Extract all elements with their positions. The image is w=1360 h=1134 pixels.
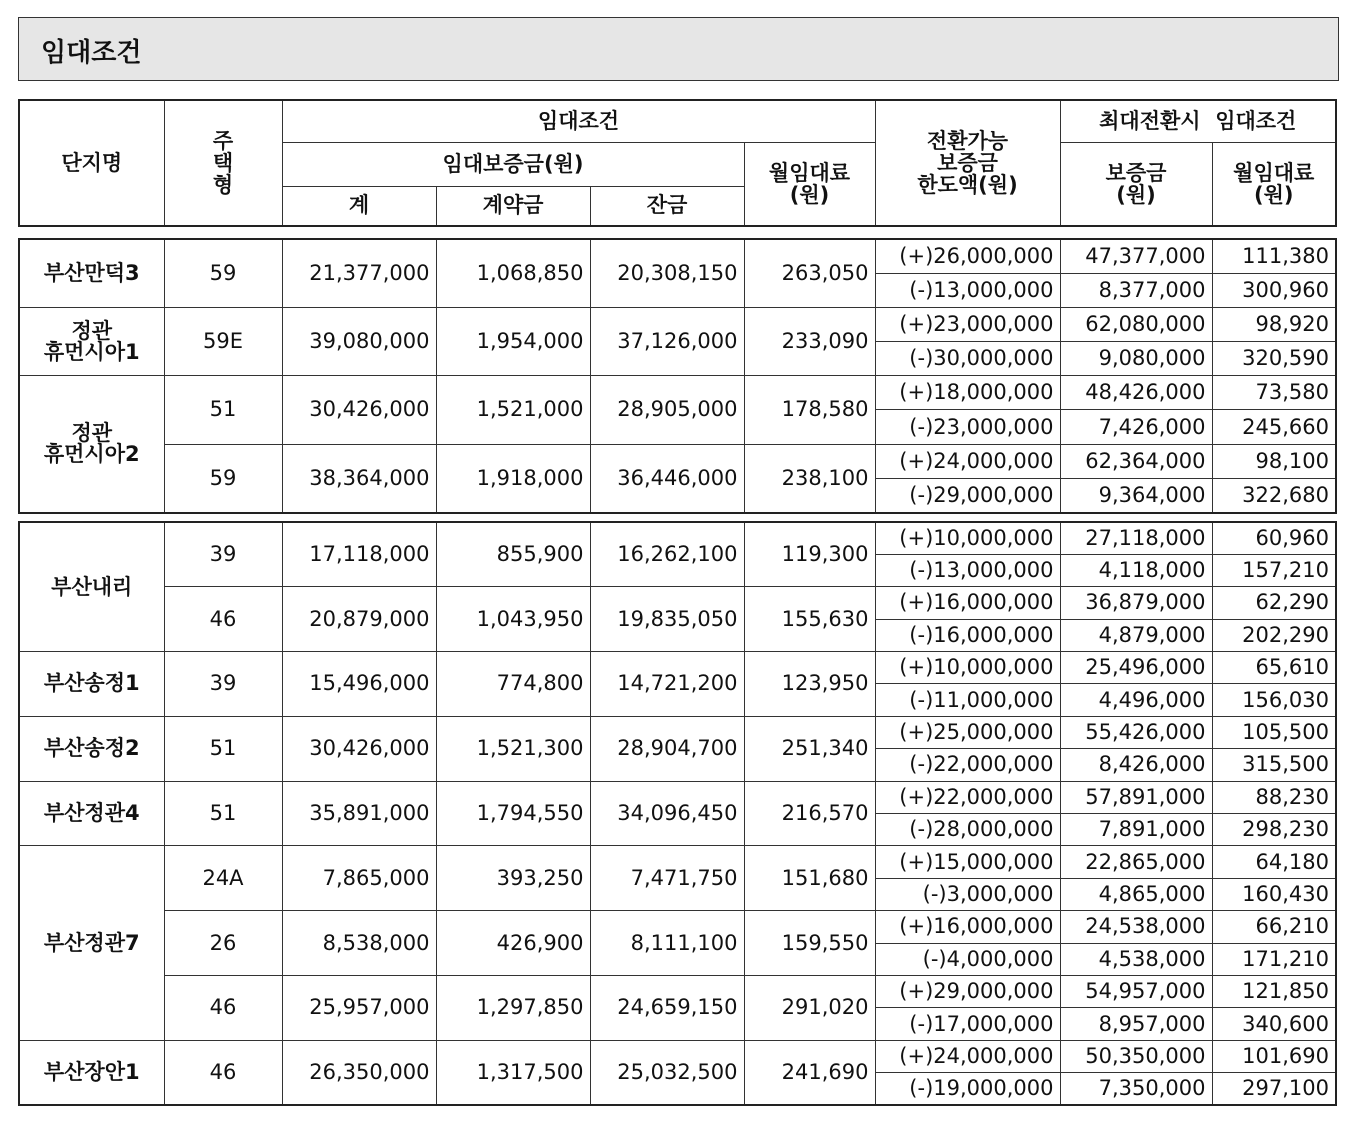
complex-name [19, 1040, 164, 1105]
header-housing-type [164, 100, 282, 226]
max-deposit: 4,118,000 [1060, 554, 1212, 586]
header-monthly-rent [744, 142, 875, 226]
complex-name-line: 휴먼시아1 [43, 339, 140, 364]
max-rent: 60,960 [1212, 522, 1336, 554]
housing-type: 39 [164, 652, 282, 717]
max-rent: 340,600 [1212, 1008, 1336, 1040]
max-deposit: 57,891,000 [1060, 781, 1212, 813]
housing-type: 26 [164, 911, 282, 976]
contract-amount: 774,800 [436, 652, 590, 717]
header-lease-terms: 임대조건 [282, 100, 875, 142]
housing-type: 46 [164, 587, 282, 652]
monthly-rent: 178,580 [744, 376, 875, 444]
contract-amount: 1,317,500 [436, 1040, 590, 1105]
deposit-total: 30,426,000 [282, 716, 436, 781]
monthly-rent: 251,340 [744, 716, 875, 781]
deposit-total: 30,426,000 [282, 376, 436, 444]
balance-amount: 16,262,100 [590, 522, 744, 587]
balance-amount: 7,471,750 [590, 846, 744, 911]
balance-amount: 25,032,500 [590, 1040, 744, 1105]
header-balance: 잔금 [590, 186, 744, 226]
max-deposit: 8,957,000 [1060, 1008, 1212, 1040]
housing-type: 46 [164, 1040, 282, 1105]
lease-table-group-1 [18, 238, 1337, 514]
max-deposit: 22,865,000 [1060, 846, 1212, 878]
convertible-limit: (-)29,000,000 [875, 478, 1060, 512]
contract-amount: 855,900 [436, 522, 590, 587]
convertible-limit: (-)30,000,000 [875, 342, 1060, 376]
monthly-rent: 263,050 [744, 239, 875, 307]
contract-amount: 1,043,950 [436, 587, 590, 652]
table-row [19, 716, 1336, 748]
convertible-limit: (+)22,000,000 [875, 781, 1060, 813]
housing-type: 51 [164, 781, 282, 846]
max-rent: 105,500 [1212, 716, 1336, 748]
convertible-limit: (-)13,000,000 [875, 554, 1060, 586]
complex-name [19, 307, 164, 375]
header-line: (원) [789, 182, 830, 207]
max-deposit: 4,865,000 [1060, 878, 1212, 910]
max-deposit: 4,496,000 [1060, 684, 1212, 716]
table-row [19, 522, 1336, 554]
housing-type: 59E [164, 307, 282, 375]
deposit-total: 20,879,000 [282, 587, 436, 652]
monthly-rent: 151,680 [744, 846, 875, 911]
max-deposit: 48,426,000 [1060, 376, 1212, 410]
convertible-limit: (-)11,000,000 [875, 684, 1060, 716]
contract-amount: 1,954,000 [436, 307, 590, 375]
table-row [19, 652, 1336, 684]
monthly-rent: 155,630 [744, 587, 875, 652]
table-row [19, 307, 1336, 341]
convertible-limit: (+)15,000,000 [875, 846, 1060, 878]
deposit-total: 38,364,000 [282, 444, 436, 512]
max-rent: 101,690 [1212, 1040, 1336, 1072]
max-deposit: 9,080,000 [1060, 342, 1212, 376]
max-rent: 66,210 [1212, 911, 1336, 943]
max-deposit: 25,496,000 [1060, 652, 1212, 684]
convertible-limit: (+)25,000,000 [875, 716, 1060, 748]
housing-type: 51 [164, 716, 282, 781]
max-deposit: 55,426,000 [1060, 716, 1212, 748]
table-row [19, 911, 1336, 943]
max-rent: 245,660 [1212, 410, 1336, 444]
max-rent: 300,960 [1212, 273, 1336, 307]
header-deposit: 임대보증금(원) [282, 142, 744, 186]
deposit-total: 17,118,000 [282, 522, 436, 587]
monthly-rent: 233,090 [744, 307, 875, 375]
complex-name-line: 휴먼시아2 [43, 441, 140, 466]
header-contract: 계약금 [436, 186, 590, 226]
convertible-limit: (-)19,000,000 [875, 1073, 1060, 1105]
max-rent: 88,230 [1212, 781, 1336, 813]
header-line: 보증금 [1105, 160, 1167, 185]
section-title-box [18, 17, 1339, 81]
max-rent: 298,230 [1212, 814, 1336, 846]
complex-name-line: 정관 [71, 420, 113, 445]
header-line: 월임대료 [768, 160, 851, 185]
header-table [18, 99, 1337, 227]
header-max-conversion: 최대전환시 임대조건 [1060, 100, 1336, 142]
complex-name [19, 716, 164, 781]
max-deposit: 62,364,000 [1060, 444, 1212, 478]
contract-amount: 393,250 [436, 846, 590, 911]
convertible-limit: (+)26,000,000 [875, 239, 1060, 273]
header-total: 계 [282, 186, 436, 226]
deposit-total: 15,496,000 [282, 652, 436, 717]
table-row [19, 587, 1336, 619]
housing-type: 59 [164, 239, 282, 307]
housing-type: 51 [164, 376, 282, 444]
max-rent: 157,210 [1212, 554, 1336, 586]
contract-amount: 1,918,000 [436, 444, 590, 512]
max-deposit: 36,879,000 [1060, 587, 1212, 619]
header-complex: 단지명 [19, 100, 164, 226]
max-deposit: 62,080,000 [1060, 307, 1212, 341]
housing-type: 59 [164, 444, 282, 512]
max-rent: 111,380 [1212, 239, 1336, 273]
convertible-limit: (+)29,000,000 [875, 975, 1060, 1007]
contract-amount: 1,521,300 [436, 716, 590, 781]
max-deposit: 50,350,000 [1060, 1040, 1212, 1072]
balance-amount: 36,446,000 [590, 444, 744, 512]
contract-amount: 1,521,000 [436, 376, 590, 444]
max-rent: 98,100 [1212, 444, 1336, 478]
monthly-rent: 159,550 [744, 911, 875, 976]
max-deposit: 8,426,000 [1060, 749, 1212, 781]
complex-name [19, 846, 164, 1040]
monthly-rent: 291,020 [744, 975, 875, 1040]
complex-name [19, 376, 164, 513]
header-line: 월임대료 [1233, 160, 1315, 185]
convertible-limit: (-)4,000,000 [875, 943, 1060, 975]
convertible-limit: (-)28,000,000 [875, 814, 1060, 846]
max-deposit: 54,957,000 [1060, 975, 1212, 1007]
convertible-limit: (-)3,000,000 [875, 878, 1060, 910]
max-rent: 202,290 [1212, 619, 1336, 651]
max-deposit: 47,377,000 [1060, 239, 1212, 273]
balance-amount: 28,904,700 [590, 716, 744, 781]
contract-amount: 426,900 [436, 911, 590, 976]
header-line: 전환가능 [926, 128, 1009, 153]
convertible-limit: (+)16,000,000 [875, 911, 1060, 943]
max-rent: 98,920 [1212, 307, 1336, 341]
housing-type: 24A [164, 846, 282, 911]
deposit-total: 25,957,000 [282, 975, 436, 1040]
max-deposit: 9,364,000 [1060, 478, 1212, 512]
table-row [19, 846, 1336, 878]
max-deposit: 27,118,000 [1060, 522, 1212, 554]
header-housing-type-char: 택 [212, 150, 234, 175]
deposit-total: 7,865,000 [282, 846, 436, 911]
complex-name-line: 부산정관4 [43, 801, 140, 826]
header-line: 보증금 [937, 150, 998, 175]
complex-name-line: 부산송정1 [43, 671, 140, 696]
convertible-limit: (+)10,000,000 [875, 522, 1060, 554]
max-rent: 121,850 [1212, 975, 1336, 1007]
max-rent: 322,680 [1212, 478, 1336, 512]
header-max-deposit [1060, 142, 1212, 226]
balance-amount: 24,659,150 [590, 975, 744, 1040]
balance-amount: 8,111,100 [590, 911, 744, 976]
max-rent: 315,500 [1212, 749, 1336, 781]
balance-amount: 20,308,150 [590, 239, 744, 307]
convertible-limit: (+)24,000,000 [875, 444, 1060, 478]
lease-table-group-2 [18, 521, 1337, 1106]
header-line: (원) [1116, 182, 1156, 207]
monthly-rent: 241,690 [744, 1040, 875, 1105]
housing-type: 46 [164, 975, 282, 1040]
balance-amount: 19,835,050 [590, 587, 744, 652]
balance-amount: 34,096,450 [590, 781, 744, 846]
max-rent: 297,100 [1212, 1073, 1336, 1105]
header-housing-type-char: 주 [212, 128, 234, 153]
max-deposit: 4,538,000 [1060, 943, 1212, 975]
complex-name-line: 부산만덕3 [43, 260, 140, 285]
monthly-rent: 216,570 [744, 781, 875, 846]
convertible-limit: (+)10,000,000 [875, 652, 1060, 684]
contract-amount: 1,297,850 [436, 975, 590, 1040]
balance-amount: 14,721,200 [590, 652, 744, 717]
monthly-rent: 238,100 [744, 444, 875, 512]
header-convertible-limit [875, 100, 1060, 226]
header-line: (원) [1254, 182, 1294, 207]
table-row [19, 975, 1336, 1007]
convertible-limit: (+)23,000,000 [875, 307, 1060, 341]
balance-amount: 28,905,000 [590, 376, 744, 444]
deposit-total: 26,350,000 [282, 1040, 436, 1105]
convertible-limit: (+)24,000,000 [875, 1040, 1060, 1072]
header-max-rent [1212, 142, 1336, 226]
max-rent: 64,180 [1212, 846, 1336, 878]
contract-amount: 1,068,850 [436, 239, 590, 307]
convertible-limit: (-)22,000,000 [875, 749, 1060, 781]
complex-name [19, 781, 164, 846]
table-row [19, 781, 1336, 813]
table-row [19, 444, 1336, 478]
monthly-rent: 119,300 [744, 522, 875, 587]
complex-name-line: 부산송정2 [43, 736, 140, 761]
deposit-total: 21,377,000 [282, 239, 436, 307]
section-title: 임대조건 [41, 38, 142, 68]
complex-name-line: 부산장안1 [43, 1059, 140, 1084]
max-rent: 73,580 [1212, 376, 1336, 410]
contract-amount: 1,794,550 [436, 781, 590, 846]
max-deposit: 4,879,000 [1060, 619, 1212, 651]
header-line: 한도액(원) [917, 173, 1018, 198]
housing-type: 39 [164, 522, 282, 587]
complex-name-line: 부산내리 [51, 574, 133, 599]
deposit-total: 8,538,000 [282, 911, 436, 976]
max-rent: 320,590 [1212, 342, 1336, 376]
header-housing-type-char: 형 [212, 173, 234, 198]
convertible-limit: (+)16,000,000 [875, 587, 1060, 619]
table-row [19, 1040, 1336, 1072]
deposit-total: 35,891,000 [282, 781, 436, 846]
balance-amount: 37,126,000 [590, 307, 744, 375]
convertible-limit: (-)17,000,000 [875, 1008, 1060, 1040]
max-rent: 160,430 [1212, 878, 1336, 910]
convertible-limit: (-)16,000,000 [875, 619, 1060, 651]
convertible-limit: (+)18,000,000 [875, 376, 1060, 410]
max-deposit: 7,426,000 [1060, 410, 1212, 444]
max-deposit: 8,377,000 [1060, 273, 1212, 307]
complex-name-line: 부산정관7 [43, 930, 140, 955]
max-deposit: 7,891,000 [1060, 814, 1212, 846]
deposit-total: 39,080,000 [282, 307, 436, 375]
table-row [19, 376, 1336, 410]
convertible-limit: (-)13,000,000 [875, 273, 1060, 307]
max-rent: 62,290 [1212, 587, 1336, 619]
max-rent: 156,030 [1212, 684, 1336, 716]
complex-name [19, 239, 164, 307]
complex-name-line: 정관 [71, 318, 113, 343]
monthly-rent: 123,950 [744, 652, 875, 717]
max-rent: 65,610 [1212, 652, 1336, 684]
max-rent: 171,210 [1212, 943, 1336, 975]
max-deposit: 24,538,000 [1060, 911, 1212, 943]
max-deposit: 7,350,000 [1060, 1073, 1212, 1105]
complex-name [19, 522, 164, 652]
table-row [19, 239, 1336, 273]
convertible-limit: (-)23,000,000 [875, 410, 1060, 444]
complex-name [19, 652, 164, 717]
